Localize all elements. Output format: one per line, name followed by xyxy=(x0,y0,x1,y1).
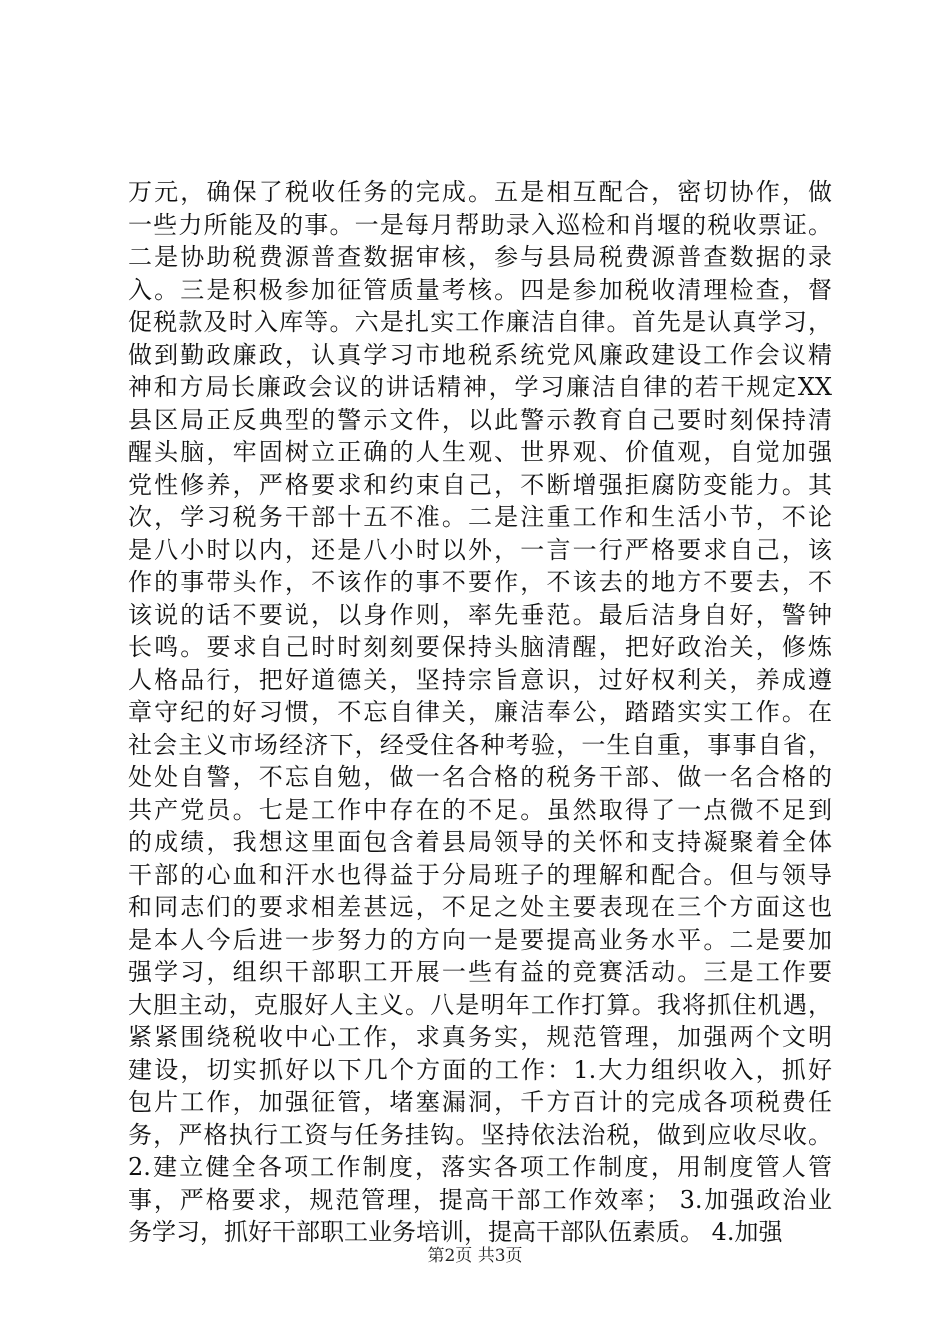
text-line: 该说的话不要说，以身作则，率先垂范。最后洁身自好，警钟 xyxy=(128,600,832,629)
text-line: 党性修养，严格要求和约束自己，不断增强拒腐防变能力。其 xyxy=(128,470,832,499)
text-line: 务学习，抓好干部职工业务培训，提高干部队伍素质。 4.加强 xyxy=(128,1218,783,1246)
page-footer: 第2页 共3页 xyxy=(427,1246,523,1266)
text-line: 促税款及时入库等。六是扎实工作廉洁自律。首先是认真学习， xyxy=(128,308,832,336)
text-line: 长鸣。要求自己时时刻刻要保持头脑清醒，把好政治关，修炼 xyxy=(128,633,832,661)
text-line: 干部的心血和汗水也得益于分局班子的理解和配合。但与领导 xyxy=(128,860,832,889)
text-line: 县区局正反典型的警示文件，以此警示教育自己要时刻保持清 xyxy=(128,405,832,434)
text-line: 建设，切实抓好以下几个方面的工作：1.大力组织收入，抓好 xyxy=(128,1055,832,1084)
text-line: 的成绩，我想这里面包含着县局领导的关怀和支持凝聚着全体 xyxy=(128,828,832,856)
text-line: 处处自警，不忘自勉，做一名合格的税务干部、做一名合格的 xyxy=(128,763,832,791)
text-line: 一些力所能及的事。一是每月帮助录入巡检和肖堰的税收票证。 xyxy=(128,210,832,239)
text-line: 次，学习税务干部十五不准。二是注重工作和生活小节，不论 xyxy=(128,503,832,531)
text-line: 是八小时以内，还是八小时以外，一言一行严格要求自己，该 xyxy=(128,535,832,564)
text-line: 作的事带头作，不该作的事不要作，不该去的地方不要去，不 xyxy=(128,568,832,596)
text-line: 神和方局长廉政会议的讲话精神，学习廉洁自律的若干规定XX xyxy=(128,373,832,401)
text-line: 务，严格执行工资与任务挂钩。坚持依法治税，做到应收尽收。 xyxy=(128,1120,832,1149)
text-line: 做到勤政廉政，认真学习市地税系统党风廉政建设工作会议精 xyxy=(128,340,832,369)
text-line: 醒头脑，牢固树立正确的人生观、世界观、价值观，自觉加强 xyxy=(128,438,832,466)
text-line: 万元，确保了税收任务的完成。五是相互配合，密切协作，做 xyxy=(128,178,832,206)
text-line: 2.建立健全各项工作制度，落实各项工作制度，用制度管人管 xyxy=(128,1153,832,1181)
text-line: 紧紧围绕税收中心工作，求真务实，规范管理，加强两个文明 xyxy=(128,1023,832,1051)
text-line: 人格品行，把好道德关，坚持宗旨意识，过好权利关，养成遵 xyxy=(128,665,832,694)
text-line: 事，严格要求，规范管理，提高干部工作效率； 3.加强政治业 xyxy=(128,1185,832,1214)
text-line: 是本人今后进一步努力的方向一是要提高业务水平。二是要加 xyxy=(128,925,832,954)
text-line: 入。三是积极参加征管质量考核。四是参加税收清理检查，督 xyxy=(128,275,832,304)
text-line: 和同志们的要求相差甚远，不足之处主要表现在三个方面这也 xyxy=(128,893,832,921)
text-line: 社会主义市场经济下，经受住各种考验，一生自重，事事自省， xyxy=(128,730,832,759)
text-line: 章守纪的好习惯，不忘自律关，廉洁奉公，踏踏实实工作。在 xyxy=(128,698,832,726)
text-line: 共产党员。七是工作中存在的不足。虽然取得了一点微不足到 xyxy=(128,795,832,824)
text-line: 包片工作，加强征管，堵塞漏洞，千方百计的完成各项税费任 xyxy=(128,1088,832,1116)
text-line: 大胆主动，克服好人主义。八是明年工作打算。我将抓住机遇， xyxy=(128,990,832,1019)
text-line: 二是协助税费源普查数据审核，参与县局税费源普查数据的录 xyxy=(128,243,832,271)
text-line: 强学习，组织干部职工开展一些有益的竞赛活动。三是工作要 xyxy=(128,958,832,986)
body-text xyxy=(128,176,832,1249)
